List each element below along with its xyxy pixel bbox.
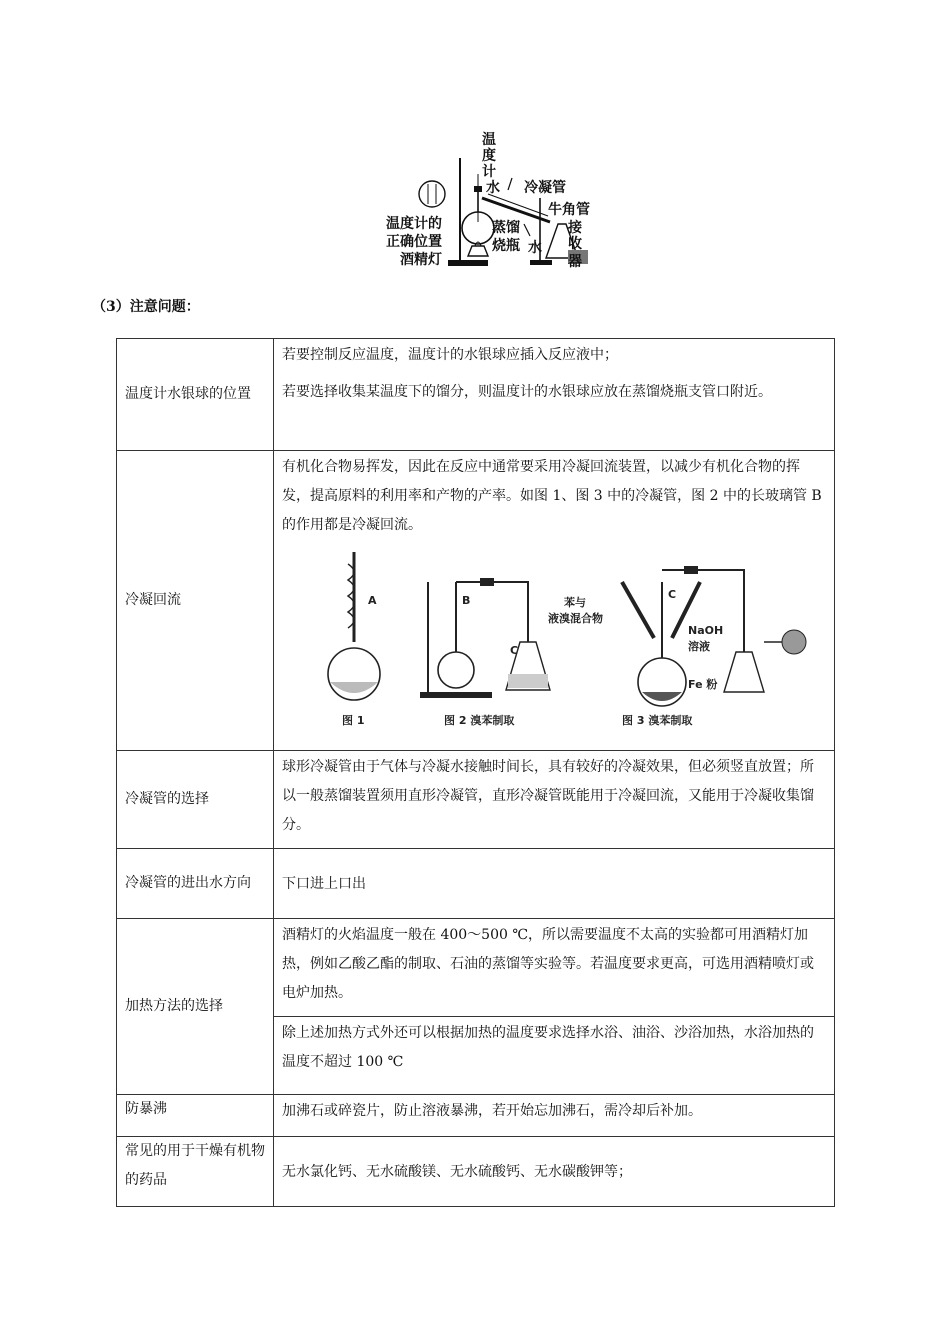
fig-label-receiver-2: 收 xyxy=(568,236,582,252)
row-value-line: 有机化合物易挥发，因此在反应中通常要采用冷凝回流装置，以减少有机化合物的挥发，提高原料的利用率和产物的产率。如图 1、图 3 中的冷凝管，图 2 中的长玻璃管 B 的作用都是冷凝回流。 xyxy=(282,459,822,533)
fig3-label-c: C xyxy=(668,588,677,601)
fig2-caption: 图 2 溴苯制取 xyxy=(444,714,515,727)
fig-label-thermometer-3: 计 xyxy=(482,164,496,180)
fig3-mix-2: 液溴混合物 xyxy=(548,612,603,625)
reflux-apparatus-figure xyxy=(282,542,826,732)
row-value-line: 下口进上口出 xyxy=(282,876,366,892)
fig-label-condenser: 冷凝管 xyxy=(524,180,566,196)
notes-table xyxy=(116,338,835,1207)
row-value-line: 无水氯化钙、无水硫酸镁、无水硫酸钙、无水碳酸钾等； xyxy=(282,1164,632,1180)
fig-label-water-top: 水 xyxy=(486,180,500,196)
row-key: 冷凝管的选择 xyxy=(117,751,274,849)
row-value xyxy=(274,1095,835,1137)
row-value-line: 球形冷凝管由于气体与冷凝水接触时间长，具有较好的冷凝效果，但必须竖直放置；所以一般蒸馏装置须用直形冷凝管，直形冷凝管既能用于冷凝回流，又能用于冷凝收集馏分。 xyxy=(282,759,814,833)
distillation-apparatus-figure xyxy=(382,128,602,274)
heating-part-2 xyxy=(274,1017,834,1081)
fig2-label-c: C xyxy=(510,644,519,657)
fig-label-thermo-pos-1: 温度计的 xyxy=(386,216,442,232)
row-value-line: 若要选择收集某温度下的馏分，则温度计的水银球应放在蒸馏烧瓶支管口附近。 xyxy=(282,384,772,400)
row-value-line: 除上述加热方式外还可以根据加热的温度要求选择水浴、油浴、沙浴加热，水浴加热的温度不超过 100 ℃ xyxy=(282,1025,814,1070)
fig1-label-a: A xyxy=(368,594,377,607)
fig1-caption: 图 1 xyxy=(342,714,365,727)
row-key: 常见的用于干燥有机物的药品 xyxy=(117,1137,274,1207)
table-row xyxy=(117,919,835,1095)
fig3-naoh-2: 溶液 xyxy=(688,640,710,653)
row-value xyxy=(274,751,835,849)
fig-label-flask-1: 蒸馏 xyxy=(492,220,520,236)
row-key: 加热方法的选择 xyxy=(117,919,274,1095)
fig3-caption: 图 3 溴苯制取 xyxy=(622,714,693,727)
table-row xyxy=(117,1137,835,1207)
table-row xyxy=(117,339,835,451)
heating-part-1 xyxy=(274,919,834,1017)
table-row xyxy=(117,1095,835,1137)
row-key: 温度计水银球的位置 xyxy=(117,339,274,451)
row-value-line: 加沸石或碎瓷片，防止溶液暴沸，若开始忘加沸石，需冷却后补加。 xyxy=(282,1103,702,1119)
fig-label-water-bottom: 水 xyxy=(528,240,542,256)
fig-label-adapter: 牛角管 xyxy=(548,202,590,218)
table-row xyxy=(117,751,835,849)
fig3-fe: Fe 粉 xyxy=(688,678,718,691)
fig-label-receiver-3: 器 xyxy=(568,254,582,270)
fig-label-flask-2: 烧瓶 xyxy=(492,238,520,254)
row-key: 冷凝回流 xyxy=(117,451,274,751)
table-row xyxy=(117,849,835,919)
row-value xyxy=(274,339,835,451)
section-title: （3）注意问题： xyxy=(92,299,200,315)
table-row xyxy=(117,451,835,751)
fig-label-thermometer-1: 温 xyxy=(482,132,496,148)
row-value xyxy=(274,919,835,1095)
fig2-label-b: B xyxy=(462,594,471,607)
fig3-naoh-1: NaOH xyxy=(688,624,724,637)
fig-label-lamp: 酒精灯 xyxy=(400,252,442,268)
row-value xyxy=(274,451,835,751)
fig-label-thermometer-2: 度 xyxy=(482,148,496,164)
fig-label-receiver-1: 接 xyxy=(568,220,582,236)
row-key: 防暴沸 xyxy=(117,1095,274,1137)
row-value-line: 若要控制反应温度，温度计的水银球应插入反应液中； xyxy=(282,347,618,363)
row-value xyxy=(274,849,835,919)
fig3-mix-1: 苯与 xyxy=(564,596,586,609)
row-value-line: 酒精灯的火焰温度一般在 400～500 ℃，所以需要温度不太高的实验都可用酒精灯加热，例如乙酸乙酯的制取、石油的蒸馏等实验等。若温度要求更高，可选用酒精喷灯或电炉加热。 xyxy=(282,927,814,1001)
row-key: 冷凝管的进出水方向 xyxy=(117,849,274,919)
fig-label-thermo-pos-2: 正确位置 xyxy=(386,234,442,250)
row-value xyxy=(274,1137,835,1207)
